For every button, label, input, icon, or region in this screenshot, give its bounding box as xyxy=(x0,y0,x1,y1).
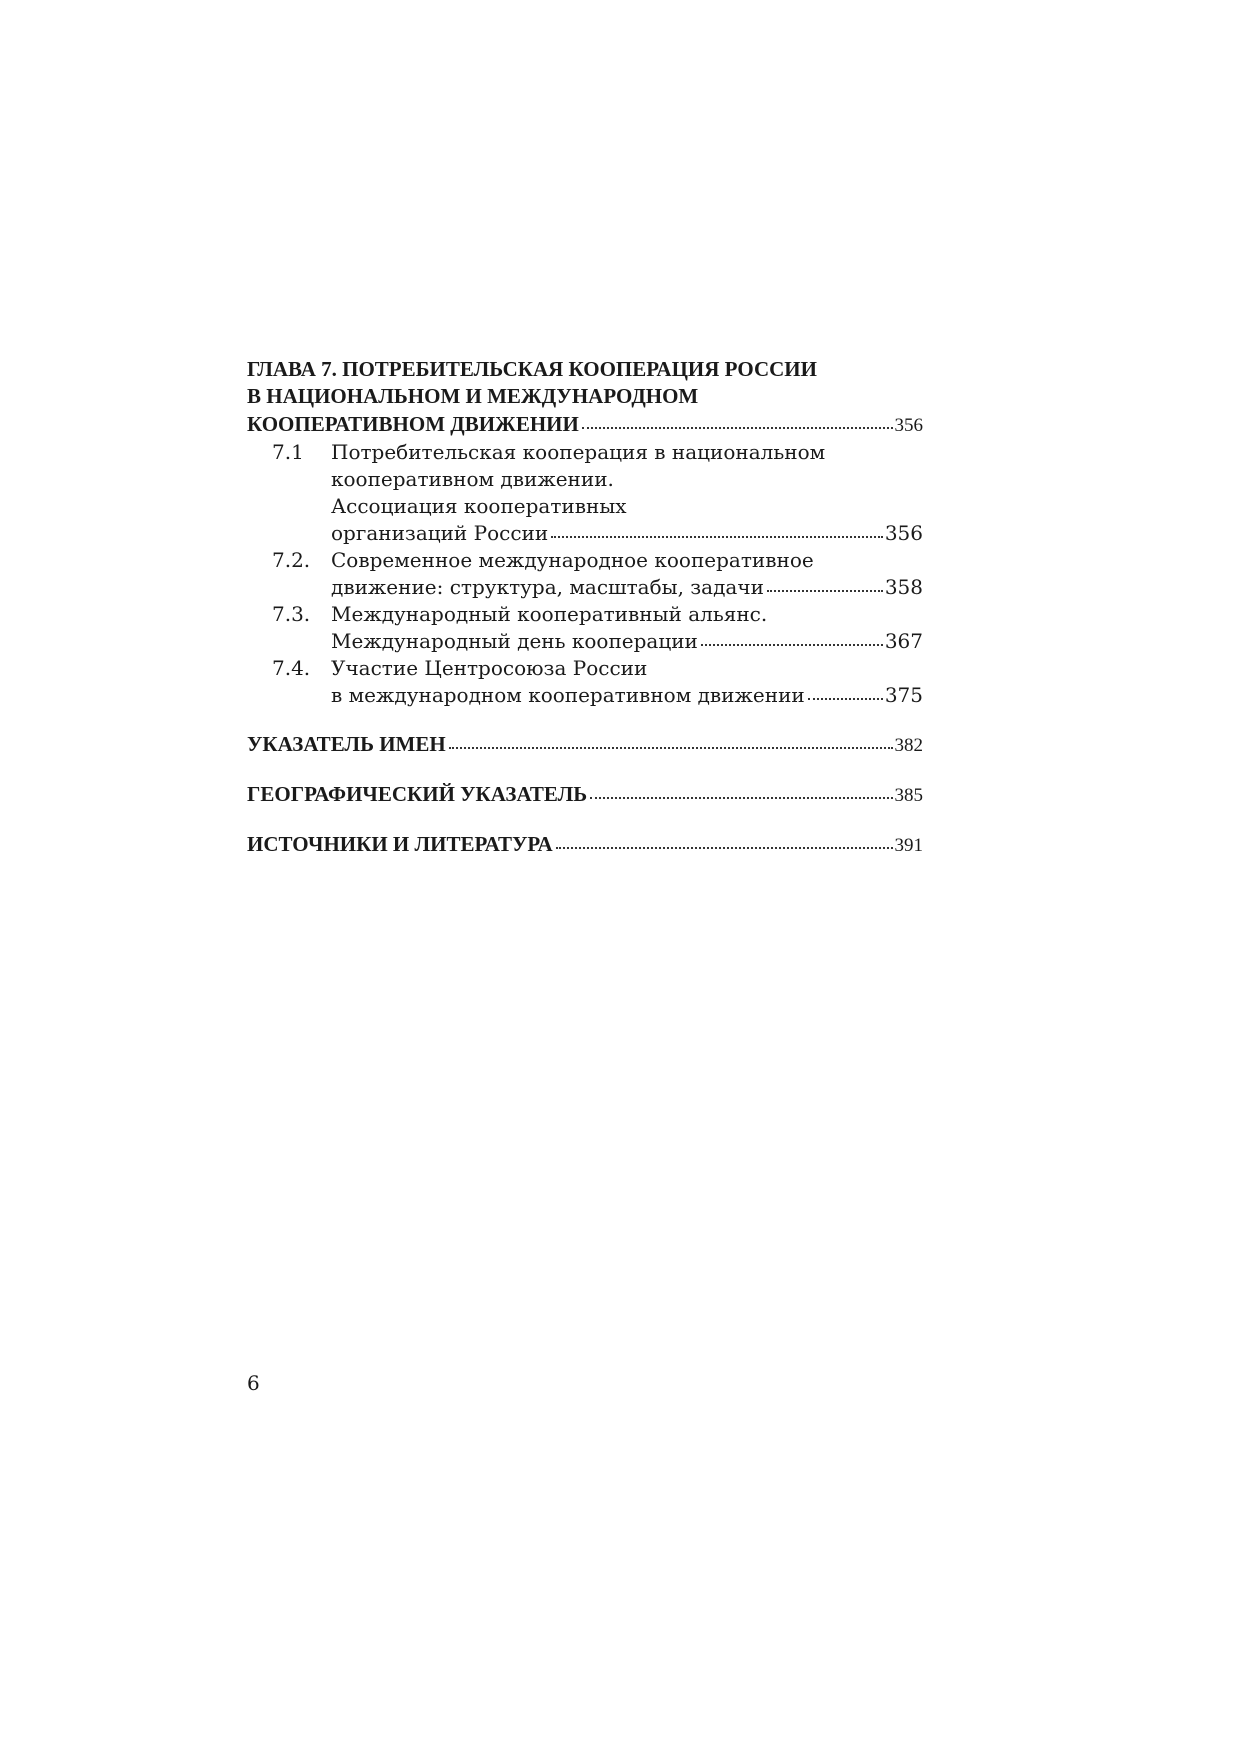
chapter-title-line-3 xyxy=(247,410,923,439)
entry-title: УКАЗАТЕЛЬ ИМЕН xyxy=(247,732,446,756)
page-ref: 382 xyxy=(894,735,923,756)
toc-entry-section[interactable] xyxy=(247,547,923,601)
toc-entry-section[interactable] xyxy=(247,601,923,655)
toc-entry-section[interactable] xyxy=(247,439,923,547)
section-number: 7.4. xyxy=(272,656,311,680)
section-title-line: Международный день кооперации 367 xyxy=(331,629,923,653)
page-number: 6 xyxy=(247,1371,260,1395)
section-title-line: Участие Центросоюза России xyxy=(331,656,648,680)
section-title-line: движение: структура, масштабы, задачи 358 xyxy=(331,575,923,599)
entry-title: ИСТОЧНИКИ И ЛИТЕРАТУРА xyxy=(247,832,553,856)
chapter-title-text: В НАЦИОНАЛЬНОМ И МЕЖДУНАРОДНОМ xyxy=(247,384,699,408)
page-ref: 356 xyxy=(894,415,923,436)
section-title-line: в международном кооперативном движении 375 xyxy=(331,683,923,707)
dot-leader xyxy=(767,574,883,594)
dot-leader xyxy=(808,682,883,702)
toc-entry-chapter-7[interactable] xyxy=(247,356,923,439)
toc-entry-geographic-index[interactable] xyxy=(247,780,923,809)
section-title-line: организаций России 356 xyxy=(331,521,923,545)
chapter-title-text: КООПЕРАТИВНОМ ДВИЖЕНИИ xyxy=(247,412,579,436)
section-title-line: кооперативном движении. xyxy=(331,467,614,491)
page-ref: 358 xyxy=(884,575,923,599)
section-title-line: Международный кооперативный альянс. xyxy=(331,602,768,626)
section-title-line: Потребительская кооперация в национальном xyxy=(331,440,826,464)
section-number: 7.3. xyxy=(272,602,311,626)
page-ref: 375 xyxy=(884,683,923,707)
entry-title: ГЕОГРАФИЧЕСКИЙ УКАЗАТЕЛЬ xyxy=(247,782,588,806)
page-ref: 356 xyxy=(884,521,923,545)
chapter-title-line-1 xyxy=(247,356,923,383)
chapter-title-line-2 xyxy=(247,383,923,410)
dot-leader xyxy=(449,730,893,751)
dot-leader xyxy=(701,628,883,648)
page-ref: 391 xyxy=(894,835,923,856)
toc-entry-name-index[interactable] xyxy=(247,730,923,759)
section-number: 7.1 xyxy=(272,440,304,464)
page-ref: 385 xyxy=(894,785,923,806)
section-number: 7.2. xyxy=(272,548,311,572)
page-ref: 367 xyxy=(884,629,923,653)
section-title-line: Современное международное кооперативное xyxy=(331,548,814,572)
dot-leader xyxy=(582,410,893,431)
toc-entry-sources[interactable] xyxy=(247,830,923,859)
dot-leader xyxy=(551,520,883,540)
chapter-title-text: ГЛАВА 7. ПОТРЕБИТЕЛЬСКАЯ КООПЕРАЦИЯ РОССИИ xyxy=(247,357,817,381)
dot-leader xyxy=(590,780,892,801)
dot-leader xyxy=(556,830,893,851)
section-title-line: Ассоциация кооперативных xyxy=(331,494,627,518)
toc-entry-section[interactable] xyxy=(247,655,923,709)
table-of-contents xyxy=(247,356,923,859)
